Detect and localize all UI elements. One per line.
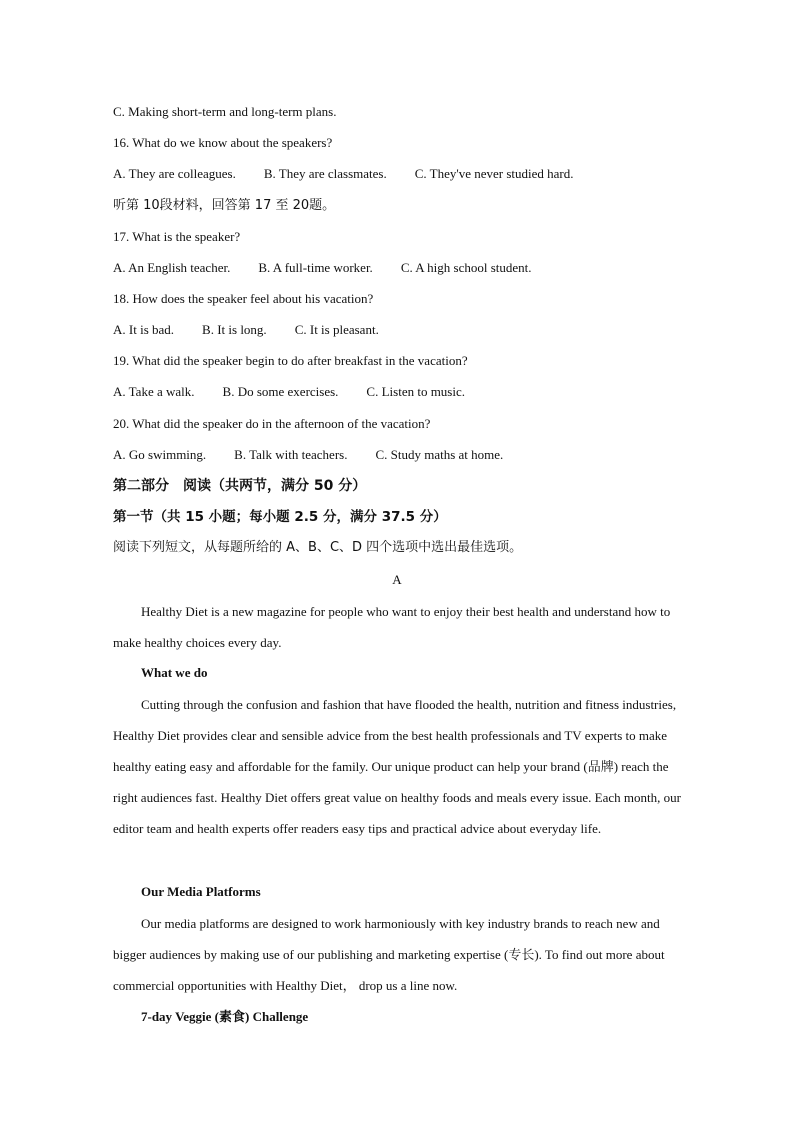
- q19-options: [113, 384, 465, 400]
- q16-option-c: C. They've never studied hard.: [414, 166, 574, 181]
- q17-option-c: C. A high school student.: [400, 260, 532, 275]
- q18-option-b: B. It is long.: [202, 322, 267, 337]
- q19-option-c: C. Listen to music.: [366, 384, 466, 399]
- q17-options: [113, 260, 532, 276]
- passage-letter: A: [392, 572, 402, 587]
- heading-what-we-do: What we do: [141, 665, 208, 680]
- section1-title: 第一节（共 15 小题；每小题 2.5 分，满分 37.5 分）: [113, 509, 447, 525]
- q17-option-b: B. A full-time worker.: [258, 260, 373, 275]
- q16-option-b: B. They are classmates.: [263, 166, 387, 181]
- part2-title: 第二部分 阅读（共两节，满分 50 分）: [113, 478, 367, 494]
- q20-option-a: A. Go swimming.: [113, 447, 207, 462]
- q17-option-a: A. An English teacher.: [113, 260, 231, 275]
- q20-stem: 20. What did the speaker do in the afternoon of the vacation?: [113, 416, 431, 431]
- q18-option-a: A. It is bad.: [113, 322, 175, 337]
- q16-option-a: A. They are colleagues.: [113, 166, 236, 181]
- q16-options: [113, 166, 574, 182]
- q19-option-b: B. Do some exercises.: [222, 384, 339, 399]
- q16-stem: 16. What do we know about the speakers?: [113, 135, 333, 150]
- q17-stem: 17. What is the speaker?: [113, 229, 241, 244]
- q20-option-c: C. Study maths at home.: [375, 447, 504, 462]
- q19-option-a: A. Take a walk.: [113, 384, 195, 399]
- q18-stem: 18. How does the speaker feel about his vacation?: [113, 291, 374, 306]
- q18-options: [113, 322, 379, 338]
- heading-veggie-challenge: 7-day Veggie (素食) Challenge: [141, 1009, 309, 1024]
- paragraph-what-we-do: Cutting through the confusion and fashion that have flooded the health, nutrition and fitness industries, Healthy Diet provides clear and sensible advice from the best health professionals and TV experts to make healthy eating easy and affordable for the family. Our unique product can help your brand (品牌) reach the right audiences fast. Healthy Diet offers great value on healthy foods and meals every issue. Each month, our editor team and health experts offer readers easy tips and practical advice about everyday life.: [113, 697, 681, 836]
- q15-option-c: C. Making short-term and long-term plans.: [113, 104, 337, 119]
- reading-instruction: 阅读下列短文，从每题所给的 A、B、C、D 四个选项中选出最佳选项。: [113, 540, 523, 555]
- q19-stem: 19. What did the speaker begin to do after breakfast in the vacation?: [113, 353, 468, 368]
- q20-options: [113, 447, 503, 463]
- q20-option-b: B. Talk with teachers.: [234, 447, 348, 462]
- heading-media-platforms: Our Media Platforms: [141, 884, 261, 899]
- instruction-material-10: 听第 10段材料，回答第 17 至 20题。: [113, 198, 336, 213]
- passage-intro: Healthy Diet is a new magazine for people who want to enjoy their best health and understand how to make healthy choices every day.: [113, 604, 671, 650]
- paragraph-media-platforms: Our media platforms are designed to work harmoniously with key industry brands to reach new and bigger audiences by making use of our publishing and marketing expertise (专长). To find out more about commercial opportunities with Healthy Diet， drop us a line now.: [113, 916, 665, 993]
- q18-option-c: C. It is pleasant.: [294, 322, 379, 337]
